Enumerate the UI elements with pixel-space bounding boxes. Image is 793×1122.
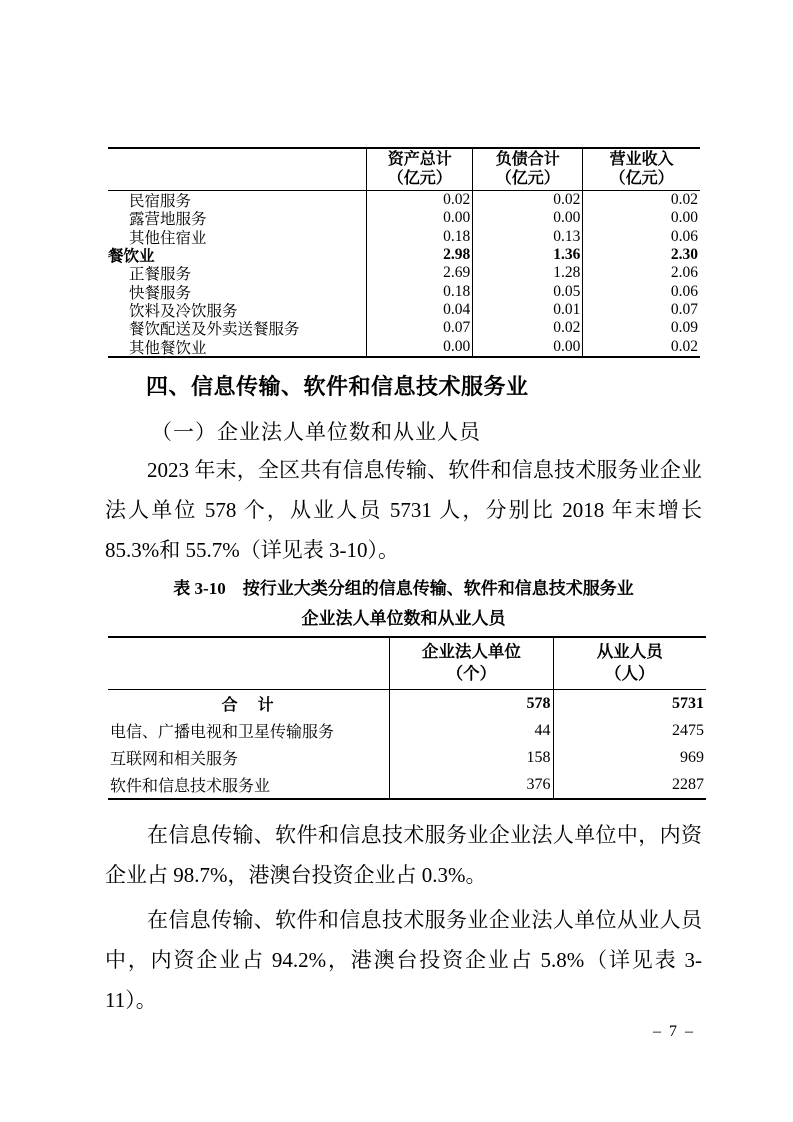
cell-value: 0.18 xyxy=(367,228,473,246)
assets-header-col3 xyxy=(583,149,700,190)
assets-col1-name: 资产总计 xyxy=(387,151,452,168)
cell-value: 0.01 xyxy=(473,301,583,319)
cell-value: 158 xyxy=(390,744,553,771)
cell-value: 2.30 xyxy=(670,246,698,264)
table-310-header xyxy=(108,638,706,690)
table-310 xyxy=(108,636,706,800)
row-label: 快餐服务 xyxy=(108,282,367,300)
t310-header-col2 xyxy=(554,638,706,689)
paragraph: 在信息传输、软件和信息技术服务业企业法人单位从业人员中，内资企业占 94.2%，港澳台投资企业占 5.8%（详见表 3-11）。 xyxy=(105,908,702,1012)
row-label: 餐饮业 xyxy=(108,246,367,264)
cell-value: 0.02 xyxy=(670,191,698,209)
cell-value: 0.00 xyxy=(473,337,583,355)
cell-value: 0.00 xyxy=(367,209,473,227)
assets-col1-unit: （亿元） xyxy=(387,170,452,187)
cell-value: 0.09 xyxy=(670,319,698,337)
table-row xyxy=(108,228,700,246)
t310-header-col1 xyxy=(390,638,553,689)
row-label: 正餐服务 xyxy=(108,264,367,282)
cell-value: 0.02 xyxy=(367,191,473,209)
cell-value: 0.00 xyxy=(367,337,473,355)
assets-header-col1 xyxy=(367,149,473,190)
table-row xyxy=(108,337,700,355)
table-row xyxy=(108,771,706,798)
row-label: 合 计 xyxy=(108,690,390,717)
row-label: 电信、广播电视和卫星传输服务 xyxy=(108,717,390,744)
cell-value: 0.05 xyxy=(473,282,583,300)
cell-value: 1.28 xyxy=(473,264,583,282)
cell-value: 0.07 xyxy=(367,319,473,337)
assets-col3-name: 营业收入 xyxy=(609,151,674,168)
row-label: 餐饮配送及外卖送餐服务 xyxy=(108,319,367,337)
t310-col1-unit: （个） xyxy=(446,664,497,683)
t310-header-empty xyxy=(108,638,390,689)
table-row-total xyxy=(108,690,706,717)
table-row xyxy=(108,744,706,771)
cell-value: 376 xyxy=(390,771,553,798)
cell-value: 2.06 xyxy=(670,264,698,282)
row-label: 软件和信息技术服务业 xyxy=(108,771,390,798)
t310-col2-name: 从业人员 xyxy=(596,642,663,661)
table-row xyxy=(108,264,700,282)
cell-value: 578 xyxy=(390,690,553,717)
cell-value: 2475 xyxy=(671,721,704,739)
cell-value: 0.02 xyxy=(670,337,698,355)
page-number: – 7 – xyxy=(653,1023,695,1040)
cell-value: 969 xyxy=(679,748,704,766)
row-label: 民宿服务 xyxy=(108,191,367,209)
cell-value: 0.07 xyxy=(670,300,698,318)
paragraph: 在信息传输、软件和信息技术服务业企业法人单位中，内资企业占 98.7%，港澳台投资企业占 0.3%。 xyxy=(105,823,702,887)
section-heading: 四、信息传输、软件和信息技术服务业 xyxy=(146,374,529,399)
table-310-title-line2: 企业法人单位数和从业人员 xyxy=(301,609,506,628)
t310-col2-unit: （人） xyxy=(604,664,655,683)
cell-value: 0.04 xyxy=(367,301,473,319)
cell-value: 0.18 xyxy=(367,282,473,300)
table-row xyxy=(108,717,706,744)
cell-value: 0.06 xyxy=(670,282,698,300)
cell-value: 0.13 xyxy=(473,228,583,246)
row-label: 露营地服务 xyxy=(108,209,367,227)
row-label: 其他餐饮业 xyxy=(108,337,367,355)
cell-value: 2287 xyxy=(671,775,704,793)
cell-value: 0.06 xyxy=(670,227,698,245)
assets-col2-name: 负债合计 xyxy=(495,151,560,168)
assets-col3-unit: （亿元） xyxy=(609,170,674,187)
assets-table xyxy=(108,147,700,358)
cell-value: 2.98 xyxy=(367,246,473,264)
cell-value: 0.02 xyxy=(473,319,583,337)
cell-value: 0.00 xyxy=(670,209,698,227)
assets-header-col2 xyxy=(473,149,583,190)
row-label: 其他住宿业 xyxy=(108,228,367,246)
cell-value: 2.69 xyxy=(367,264,473,282)
row-label: 互联网和相关服务 xyxy=(108,744,390,771)
assets-header-empty xyxy=(108,149,367,190)
assets-col2-unit: （亿元） xyxy=(495,170,560,187)
cell-value: 5731 xyxy=(671,694,704,712)
assets-table-header xyxy=(108,149,700,191)
table-row-category xyxy=(108,246,700,264)
subsection-heading: （一）企业法人单位数和从业人员 xyxy=(151,420,481,444)
t310-col1-name: 企业法人单位 xyxy=(421,642,521,661)
row-label: 饮料及冷饮服务 xyxy=(108,301,367,319)
cell-value: 44 xyxy=(390,717,553,744)
cell-value: 1.36 xyxy=(473,246,583,264)
cell-value: 0.00 xyxy=(473,209,583,227)
table-310-title-line1: 表 3-10 按行业大类分组的信息传输、软件和信息技术服务业 xyxy=(173,579,634,598)
paragraph: 2023 年末，全区共有信息传输、软件和信息技术服务业企业法人单位 578 个，从业人员 5731 人，分别比 2018 年末增长 85.3%和 55.7%（详见表 3-10）。 xyxy=(105,458,702,562)
cell-value: 0.02 xyxy=(473,191,583,209)
